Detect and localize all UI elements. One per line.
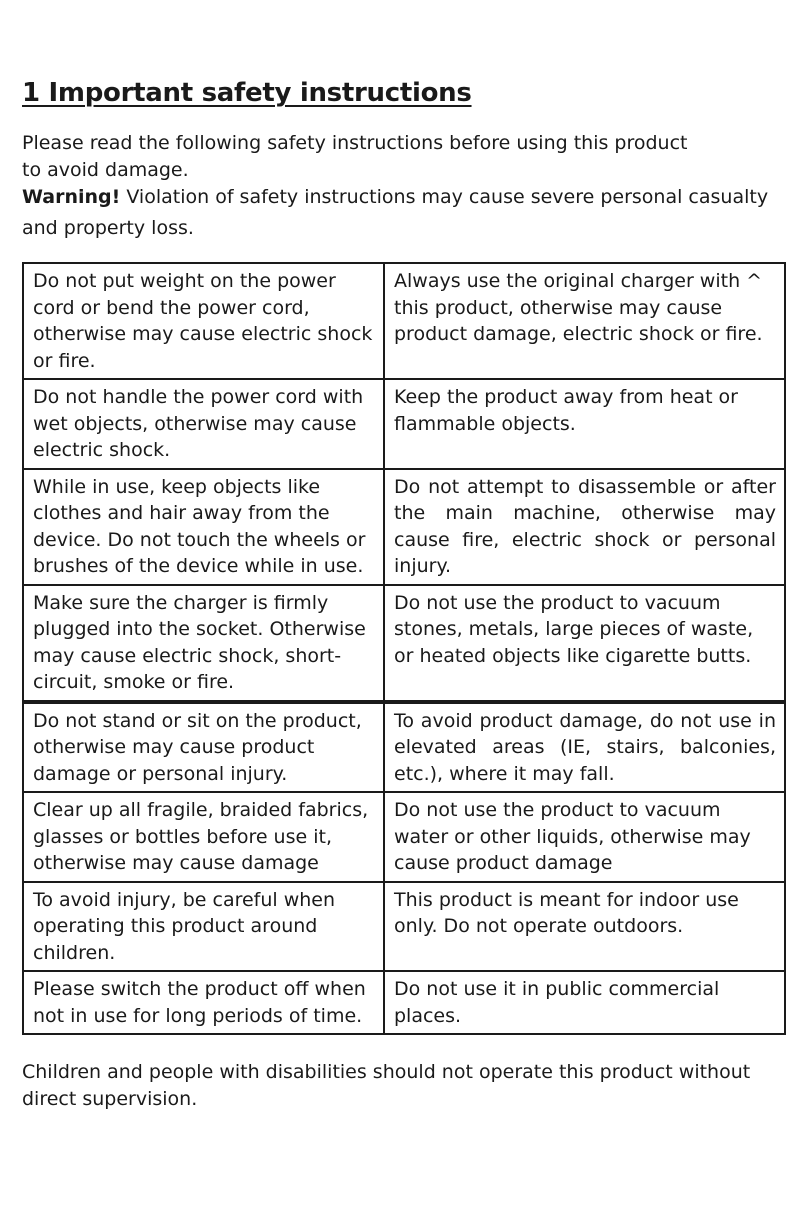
table-cell-left: Make sure the charger is firmly plugged into the socket. Otherwise may cause electric shock, short-circuit, smoke or fire. bbox=[23, 585, 384, 702]
table-cell-right: Do not use the product to vacuum stones, metals, large pieces of waste, or heated objects like cigarette butts. bbox=[384, 585, 785, 702]
intro-text bbox=[22, 130, 786, 242]
document-page bbox=[22, 78, 786, 1113]
table-cell-left: Do not stand or sit on the product, otherwise may cause product damage or personal injury. bbox=[23, 702, 384, 793]
footer-note bbox=[22, 1059, 786, 1113]
table-row bbox=[23, 585, 785, 702]
footer-text: Children and people with disabilities should not operate this product without direct supervision. bbox=[22, 1061, 751, 1110]
warning-line bbox=[22, 184, 786, 211]
intro-line-2: to avoid damage. bbox=[22, 159, 189, 181]
table-cell-right: Keep the product away from heat or flammable objects. bbox=[384, 379, 785, 469]
table-row bbox=[23, 379, 785, 469]
table-row bbox=[23, 702, 785, 793]
table-cell-right: Do not use it in public commercial places. bbox=[384, 971, 785, 1034]
table-cell-right: Always use the original charger with ^ this product, otherwise may cause product damage, electric shock or fire. bbox=[384, 263, 785, 379]
warning-text: Violation of safety instructions may cause severe personal casualty bbox=[120, 186, 769, 208]
warning-label: Warning! bbox=[22, 186, 121, 208]
table-row bbox=[23, 792, 785, 882]
table-row bbox=[23, 882, 785, 972]
table-row bbox=[23, 971, 785, 1034]
intro-line-1: Please read the following safety instructions before using this product bbox=[22, 132, 688, 154]
table-cell-right: Do not attempt to disassemble or after the main machine, otherwise may cause fire, electric shock or personal injury. bbox=[384, 469, 785, 585]
safety-table bbox=[22, 262, 786, 1035]
table-cell-left: Clear up all fragile, braided fabrics, glasses or bottles before use it, otherwise may cause damage bbox=[23, 792, 384, 882]
table-cell-left: While in use, keep objects like clothes and hair away from the device. Do not touch the wheels or brushes of the device while in use. bbox=[23, 469, 384, 585]
table-row bbox=[23, 263, 785, 379]
page-title: 1 Important safety instructions bbox=[22, 78, 472, 108]
table-cell-right: Do not use the product to vacuum water or other liquids, otherwise may cause product damage bbox=[384, 792, 785, 882]
table-cell-left: Do not handle the power cord with wet objects, otherwise may cause electric shock. bbox=[23, 379, 384, 469]
table-cell-left: Please switch the product off when not in use for long periods of time. bbox=[23, 971, 384, 1034]
table-row bbox=[23, 469, 785, 585]
table-cell-left: Do not put weight on the power cord or bend the power cord, otherwise may cause electric shock or fire. bbox=[23, 263, 384, 379]
table-cell-right: To avoid product damage, do not use in elevated areas (IE, stairs, balconies, etc.), where it may fall. bbox=[384, 702, 785, 793]
intro-line-4: and property loss. bbox=[22, 217, 194, 239]
table-cell-left: To avoid injury, be careful when operating this product around children. bbox=[23, 882, 384, 972]
table-cell-right: This product is meant for indoor use only. Do not operate outdoors. bbox=[384, 882, 785, 972]
